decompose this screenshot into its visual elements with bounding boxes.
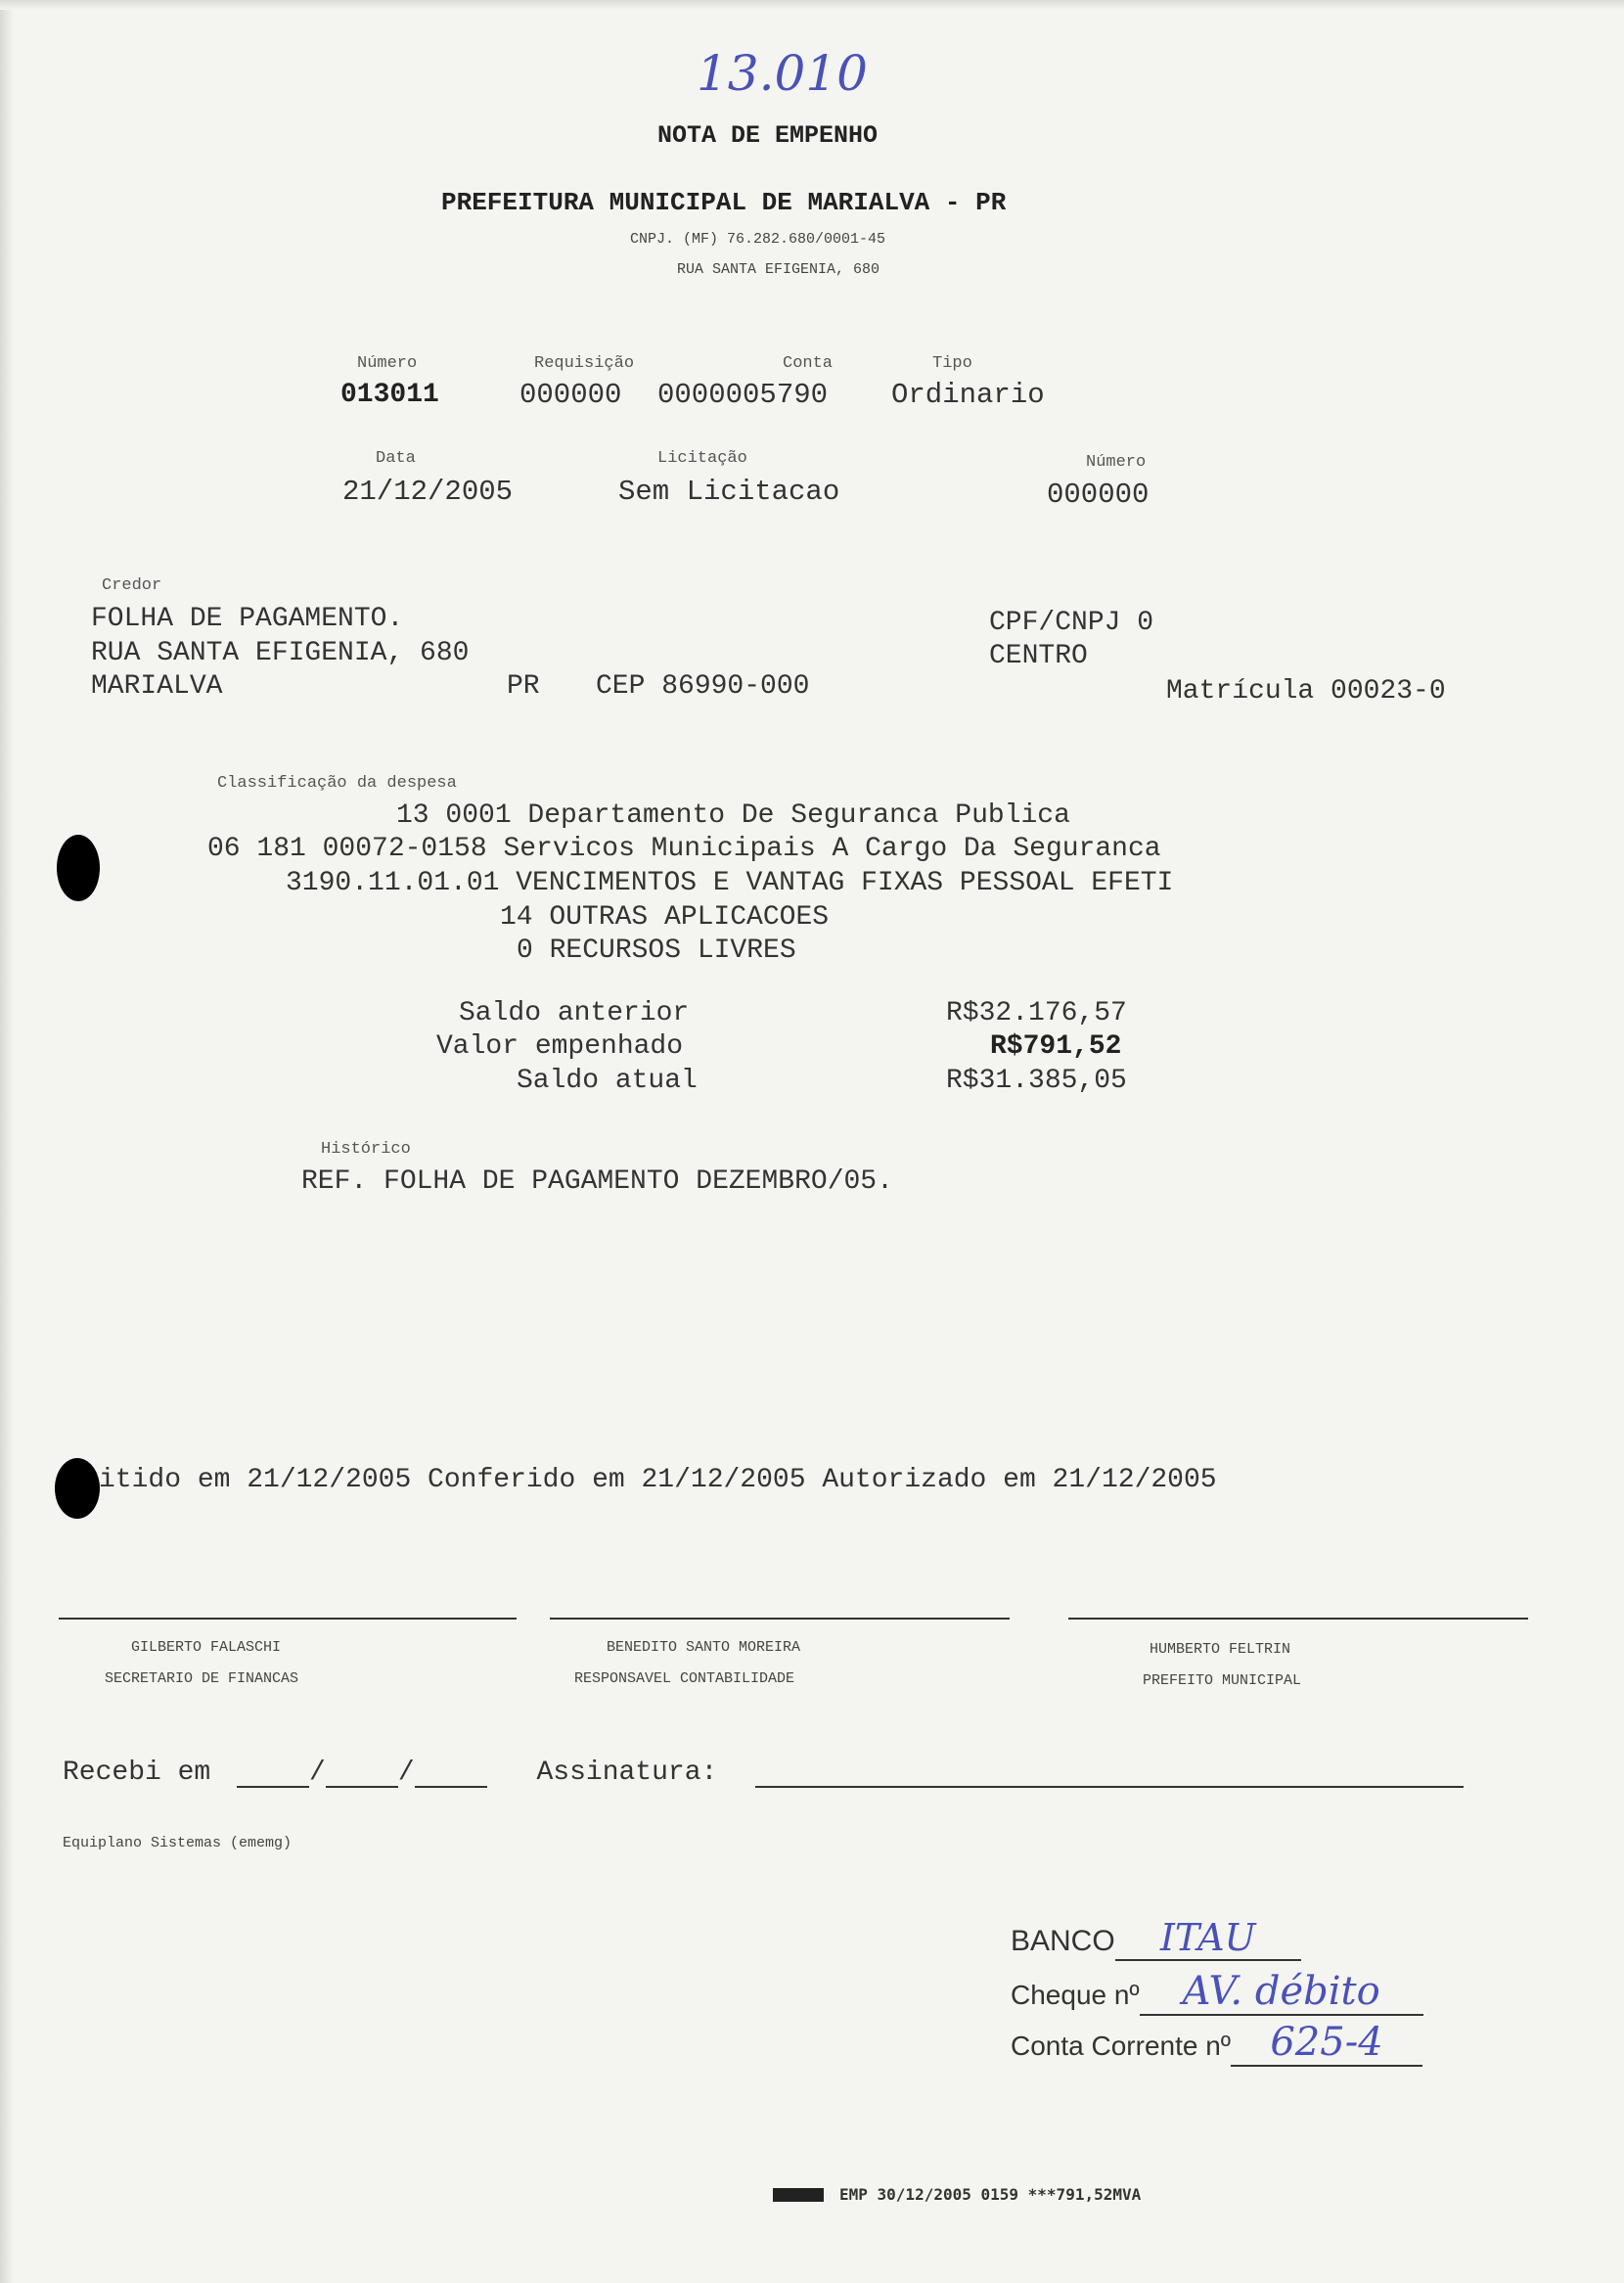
cheque-label: Cheque nº bbox=[1011, 1980, 1140, 2010]
saldo-anterior-label: Saldo anterior bbox=[459, 998, 690, 1028]
tipo-label: Tipo bbox=[932, 354, 972, 373]
licitacao-value: Sem Licitacao bbox=[618, 476, 840, 508]
classificacao-label: Classificação da despesa bbox=[217, 774, 457, 793]
conta-label: Conta bbox=[783, 354, 834, 373]
credor-street: RUA SANTA EFIGENIA, 680 bbox=[91, 638, 470, 668]
historico-text: REF. FOLHA DE PAGAMENTO DEZEMBRO/05. bbox=[301, 1166, 893, 1197]
numero-value: 013011 bbox=[340, 380, 439, 410]
conta-corrente-row bbox=[1011, 2020, 1422, 2067]
classificacao-line: 14 OUTRAS APLICACOES bbox=[500, 902, 830, 933]
signer-name: HUMBERTO FELTRIN bbox=[1150, 1641, 1291, 1658]
date-blank-month bbox=[326, 1760, 398, 1788]
data-label: Data bbox=[376, 449, 416, 468]
saldo-atual-value: R$31.385,05 bbox=[946, 1066, 1127, 1096]
recebi-label: Recebi em bbox=[63, 1758, 211, 1788]
banco-label: BANCO bbox=[1011, 1925, 1115, 1957]
cheque-row bbox=[1011, 1969, 1423, 2016]
signature-line bbox=[1068, 1618, 1528, 1620]
historico-label: Histórico bbox=[321, 1140, 411, 1159]
credor-cpf-cnpj: CPF/CNPJ 0 bbox=[989, 608, 1154, 638]
receipt-row: Recebi em / / Assinatura: bbox=[63, 1758, 1464, 1788]
saldo-atual-label: Saldo atual bbox=[517, 1066, 698, 1096]
signature-line bbox=[550, 1618, 1010, 1620]
numero2-value: 000000 bbox=[1047, 479, 1150, 511]
signature-line bbox=[59, 1618, 517, 1620]
numero-label: Número bbox=[357, 354, 418, 373]
software-footer: Equiplano Sistemas (ememg) bbox=[63, 1835, 293, 1851]
bottom-stamp bbox=[773, 2184, 1141, 2204]
credor-city: MARIALVA bbox=[91, 671, 223, 702]
signer-role: RESPONSAVEL CONTABILIDADE bbox=[574, 1670, 795, 1687]
classificacao-line: 13 0001 Departamento De Seguranca Publica bbox=[396, 800, 1070, 831]
numero2-label: Número bbox=[1086, 453, 1147, 472]
date-blank-year bbox=[415, 1760, 487, 1788]
banco-row bbox=[1011, 1916, 1301, 1961]
saldo-anterior-value: R$32.176,57 bbox=[946, 998, 1127, 1028]
signer-name: BENEDITO SANTO MOREIRA bbox=[607, 1639, 801, 1656]
classificacao-line: 06 181 00072-0158 Servicos Municipais A Cargo Da Seguranca bbox=[207, 834, 1161, 864]
bank-stamp bbox=[1011, 1898, 1480, 2065]
assinatura-label: Assinatura: bbox=[536, 1758, 718, 1788]
signature-blank bbox=[755, 1760, 1464, 1788]
requisicao-label: Requisição bbox=[534, 354, 635, 373]
entity-address: RUA SANTA EFIGENIA, 680 bbox=[677, 261, 880, 278]
punch-hole bbox=[57, 835, 100, 901]
licitacao-label: Licitação bbox=[657, 449, 747, 468]
banco-value: ITAU bbox=[1115, 1916, 1301, 1961]
classificacao-line: 3190.11.01.01 VENCIMENTOS E VANTAG FIXAS PESSOAL EFETI bbox=[286, 868, 1174, 898]
punch-hole bbox=[55, 1458, 100, 1519]
data-value: 21/12/2005 bbox=[342, 476, 514, 508]
valor-empenhado-value: R$791,52 bbox=[990, 1031, 1122, 1062]
credor-label: Credor bbox=[102, 576, 162, 595]
classificacao-line: 0 RECURSOS LIVRES bbox=[517, 936, 796, 966]
tipo-value: Ordinario bbox=[891, 379, 1045, 411]
requisicao-value: 000000 bbox=[519, 379, 622, 411]
entity-name: PREFEITURA MUNICIPAL DE MARIALVA - PR bbox=[441, 188, 1007, 217]
document-title: NOTA DE EMPENHO bbox=[657, 121, 879, 150]
entity-cnpj: CNPJ. (MF) 76.282.680/0001-45 bbox=[630, 231, 886, 248]
date-blank-day bbox=[237, 1760, 309, 1788]
conta-corrente-label: Conta Corrente nº bbox=[1011, 2031, 1232, 2061]
credor-matricula: Matrícula 00023-0 bbox=[1166, 676, 1446, 707]
valor-empenhado-label: Valor empenhado bbox=[436, 1031, 684, 1062]
signer-role: SECRETARIO DE FINANCAS bbox=[105, 1670, 299, 1687]
credor-name: FOLHA DE PAGAMENTO. bbox=[91, 604, 404, 634]
stamp-logo-icon bbox=[773, 2188, 824, 2202]
credor-bairro: CENTRO bbox=[989, 641, 1088, 671]
conta-value: 0000005790 bbox=[657, 379, 829, 411]
status-line: itido em 21/12/2005 Conferido em 21/12/2005 Autorizado em 21/12/2005 bbox=[99, 1465, 1217, 1495]
signer-role: PREFEITO MUNICIPAL bbox=[1143, 1672, 1302, 1689]
cheque-value: AV. débito bbox=[1140, 1969, 1423, 2016]
signer-name: GILBERTO FALASCHI bbox=[131, 1639, 282, 1656]
credor-cep: CEP 86990-000 bbox=[596, 671, 810, 702]
credor-state: PR bbox=[507, 671, 540, 702]
conta-corrente-value: 625-4 bbox=[1231, 2020, 1422, 2067]
stamp-text: EMP 30/12/2005 0159 ***791,52MVA bbox=[839, 2185, 1142, 2204]
handwritten-number: 13.010 bbox=[697, 45, 868, 102]
